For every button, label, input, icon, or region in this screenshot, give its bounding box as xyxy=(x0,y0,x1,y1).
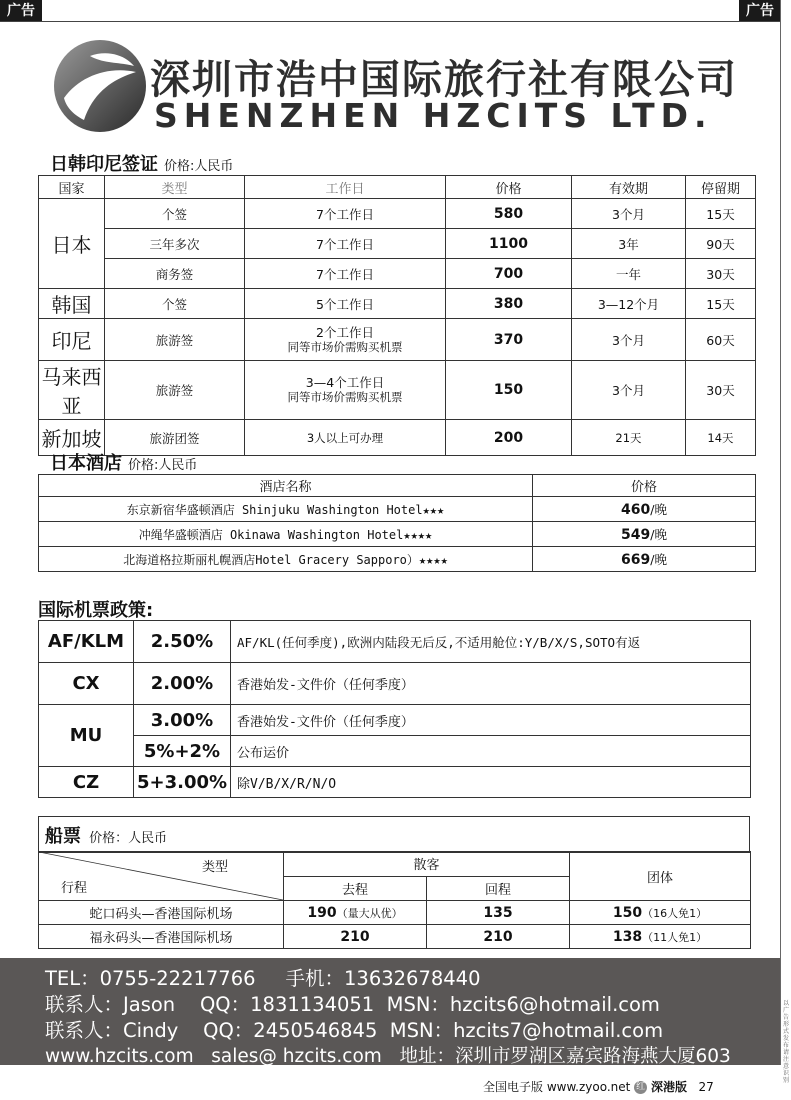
visa-valid: 3—12个月 xyxy=(572,289,686,319)
airline-rebate: 5%+2% xyxy=(134,736,231,767)
airline-rebate: 2.00% xyxy=(134,663,231,705)
airline-rebate: 3.00% xyxy=(134,705,231,736)
footer-email: sales@ hzcits.com xyxy=(211,1046,382,1067)
table-row xyxy=(39,925,751,949)
footer-line-1 xyxy=(45,966,780,992)
hotel-name: 冲绳华盛顿酒店 Okinawa Washington Hotel★★★★ xyxy=(39,522,533,547)
hotel-title: 日本酒店 xyxy=(50,453,122,474)
visa-type: 商务签 xyxy=(105,259,245,289)
visa-price: 370 xyxy=(446,319,572,361)
visa-header-type: 类型 xyxy=(105,176,245,199)
visa-header-valid: 有效期 xyxy=(572,176,686,199)
visa-days: 3—4个工作日 xyxy=(305,375,385,390)
visa-type: 三年多次 xyxy=(105,229,245,259)
page-footer xyxy=(483,1078,714,1095)
visa-valid: 3个月 xyxy=(572,361,686,420)
airline-rebate: 5+3.00% xyxy=(134,767,231,798)
ferry-header-return: 回程 xyxy=(427,876,570,901)
ferry-table xyxy=(38,851,751,949)
visa-stay: 60天 xyxy=(686,319,756,361)
company-logo xyxy=(50,36,738,136)
ferry-header-type: 类型 xyxy=(201,860,228,875)
footer-website: www.hzcits.com xyxy=(45,1046,194,1067)
hotel-unit: /晚 xyxy=(650,502,667,517)
airline-rebate: 2.50% xyxy=(134,621,231,663)
airline-desc: 除V/B/X/R/N/O xyxy=(231,767,751,798)
ferry-group-note: （11人免1） xyxy=(642,930,708,944)
visa-header-days: 工作日 xyxy=(245,176,446,199)
table-row xyxy=(39,736,751,767)
hotel-table xyxy=(38,474,756,572)
air-policy-table xyxy=(38,620,751,798)
visa-header-stay: 停留期 xyxy=(686,176,756,199)
footer-contact: 联系人：Jason xyxy=(45,993,176,1016)
footer-line-3 xyxy=(45,1018,780,1044)
table-row xyxy=(39,663,751,705)
table-row xyxy=(39,522,756,547)
table-row xyxy=(39,361,756,420)
ferry-group-price: 138 xyxy=(612,928,643,945)
ferry-out-price: 210 xyxy=(340,928,370,945)
visa-stay: 90天 xyxy=(686,229,756,259)
ferry-group-price: 150 xyxy=(612,904,643,921)
ferry-out-price: 190 xyxy=(307,904,337,921)
ferry-header-out: 去程 xyxy=(284,876,427,901)
table-row xyxy=(39,199,756,229)
visa-days: 7个工作日 xyxy=(245,229,446,259)
table-row xyxy=(39,289,756,319)
visa-table xyxy=(38,175,756,456)
table-row xyxy=(39,229,756,259)
hotel-name: 北海道格拉斯丽札幌酒店Hotel Gracery Sapporo）★★★★ xyxy=(39,547,533,572)
ferry-header-route: 行程 xyxy=(61,881,88,896)
visa-header-price: 价格 xyxy=(446,176,572,199)
hotel-price-cell xyxy=(533,522,756,547)
ferry-title-cell xyxy=(39,817,750,853)
table-row xyxy=(39,767,751,798)
hotel-price-note: 价格:人民币 xyxy=(128,458,198,473)
side-disclaimer: 以广告形式发布请注意识别 xyxy=(783,1000,790,1084)
visa-section-title xyxy=(50,150,233,176)
footer-qq: QQ：1831134051 xyxy=(199,993,375,1016)
region-text: 深港版 xyxy=(651,1080,688,1094)
ferry-header-individual: 散客 xyxy=(284,852,570,877)
visa-type: 旅游签 xyxy=(105,319,245,361)
airline-code: CZ xyxy=(39,767,134,798)
visa-valid: 3个月 xyxy=(572,199,686,229)
ad-tag-left: 广告 xyxy=(0,0,42,22)
company-name-cn: 深圳市浩中国际旅行社有限公司 xyxy=(150,57,738,103)
ferry-group-note: （16人免1） xyxy=(642,906,708,920)
ferry-out-cell xyxy=(284,901,427,925)
visa-valid: 21天 xyxy=(572,420,686,456)
hotel-name: 东京新宿华盛顿酒店 Shinjuku Washington Hotel★★★ xyxy=(39,497,533,522)
hotel-unit: /晚 xyxy=(650,552,667,567)
visa-price: 200 xyxy=(446,420,572,456)
visa-days: 7个工作日 xyxy=(245,199,446,229)
table-row xyxy=(39,547,756,572)
ferry-header-group: 团体 xyxy=(570,852,751,901)
footer-qq: QQ：2450546845 xyxy=(203,1019,378,1042)
visa-title: 日韩印尼签证 xyxy=(50,154,158,175)
swirl-logo-icon xyxy=(50,36,150,136)
hotel-section-title xyxy=(50,449,197,475)
ferry-route: 福永码头—香港国际机场 xyxy=(39,925,284,949)
footer-msn: MSN：hzcits6@hotmail.com xyxy=(386,993,660,1016)
visa-type: 个签 xyxy=(105,199,245,229)
airline-desc: 香港始发-文件价（任何季度） xyxy=(231,663,751,705)
hotel-price: 669 xyxy=(621,552,651,568)
hotel-price-cell xyxy=(533,497,756,522)
ferry-title: 船票 xyxy=(45,825,81,847)
visa-type: 旅游团签 xyxy=(105,420,245,456)
visa-type: 个签 xyxy=(105,289,245,319)
visa-price: 1100 xyxy=(446,229,572,259)
visa-valid: 3个月 xyxy=(572,319,686,361)
hotel-price: 460 xyxy=(621,502,651,518)
top-divider xyxy=(0,21,781,22)
visa-days-cell xyxy=(245,319,446,361)
airline-code: AF/KLM xyxy=(39,621,134,663)
footer-msn: MSN：hzcits7@hotmail.com xyxy=(389,1019,664,1042)
air-section-title: 国际机票政策: xyxy=(38,600,154,621)
table-row xyxy=(39,259,756,289)
visa-type: 旅游签 xyxy=(105,361,245,420)
visa-valid: 一年 xyxy=(572,259,686,289)
footer-contact: 联系人：Cindy xyxy=(45,1019,179,1042)
visa-price-note: 价格:人民币 xyxy=(164,159,234,174)
visa-price: 150 xyxy=(446,361,572,420)
visa-days: 5个工作日 xyxy=(245,289,446,319)
visa-valid: 3年 xyxy=(572,229,686,259)
visa-days: 7个工作日 xyxy=(245,259,446,289)
visa-stay: 30天 xyxy=(686,259,756,289)
hotel-unit: /晚 xyxy=(650,527,667,542)
visa-country-indonesia: 印尼 xyxy=(39,319,105,361)
ferry-return-price: 210 xyxy=(427,925,570,949)
visa-note: 同等市场价需购买机票 xyxy=(287,390,403,404)
contact-footer xyxy=(0,958,780,1065)
page-number: 27 xyxy=(698,1080,714,1094)
ferry-diagonal-header xyxy=(39,852,284,901)
visa-days: 3人以上可办理 xyxy=(245,420,446,456)
footer-line-4 xyxy=(45,1044,780,1070)
red-badge-icon: 红 xyxy=(636,1082,646,1092)
table-row xyxy=(39,901,751,925)
visa-header-country: 国家 xyxy=(39,176,105,199)
hotel-header-price: 价格 xyxy=(533,475,756,497)
visa-stay: 30天 xyxy=(686,361,756,420)
ferry-out-cell xyxy=(284,925,427,949)
table-row xyxy=(39,621,751,663)
visa-stay: 15天 xyxy=(686,289,756,319)
table-row xyxy=(39,497,756,522)
airline-desc: 公布运价 xyxy=(231,736,751,767)
airline-desc: 香港始发-文件价（任何季度） xyxy=(231,705,751,736)
ferry-return-price: 135 xyxy=(427,901,570,925)
company-name-en: SHENZHEN HZCITS LTD. xyxy=(154,96,713,135)
edition-text: 全国电子版 www.zyoo.net xyxy=(483,1080,631,1094)
visa-stay: 15天 xyxy=(686,199,756,229)
ad-tag-right: 广告 xyxy=(739,0,781,22)
ferry-group-cell xyxy=(570,901,751,925)
ferry-route: 蛇口码头—香港国际机场 xyxy=(39,901,284,925)
visa-stay: 14天 xyxy=(686,420,756,456)
visa-price: 580 xyxy=(446,199,572,229)
footer-tel: TEL：0755-22217766 xyxy=(45,967,256,990)
ferry-price-note: 价格：人民币 xyxy=(89,830,168,846)
visa-country-korea: 韩国 xyxy=(39,289,105,319)
airline-code: CX xyxy=(39,663,134,705)
footer-line-2 xyxy=(45,992,780,1018)
visa-days: 2个工作日 xyxy=(316,324,374,340)
hotel-price: 549 xyxy=(621,527,651,543)
ferry-title-box xyxy=(38,816,750,853)
visa-country-singapore: 新加坡 xyxy=(39,420,105,456)
visa-note: 同等市场价需购买机票 xyxy=(287,339,403,354)
visa-country-malaysia: 马来西亚 xyxy=(39,361,105,420)
right-divider xyxy=(780,0,781,1065)
airline-code: MU xyxy=(39,705,134,767)
table-row xyxy=(39,319,756,361)
visa-price: 700 xyxy=(446,259,572,289)
hotel-header-name: 酒店名称 xyxy=(39,475,533,497)
airline-desc: AF/KL(任何季度),欧洲内陆段无后反,不适用舱位:Y/B/X/S,SOTO有返 xyxy=(231,621,751,663)
table-row xyxy=(39,705,751,736)
ferry-group-cell xyxy=(570,925,751,949)
visa-price: 380 xyxy=(446,289,572,319)
footer-address: 地址：深圳市罗湖区嘉宾路海燕大厦603 xyxy=(399,1046,731,1067)
footer-mobile: 手机：13632678440 xyxy=(285,967,481,990)
ferry-out-note: （量大从优） xyxy=(336,906,403,920)
hotel-price-cell xyxy=(533,547,756,572)
visa-days-cell xyxy=(245,361,446,420)
visa-country-japan: 日本 xyxy=(39,199,105,289)
